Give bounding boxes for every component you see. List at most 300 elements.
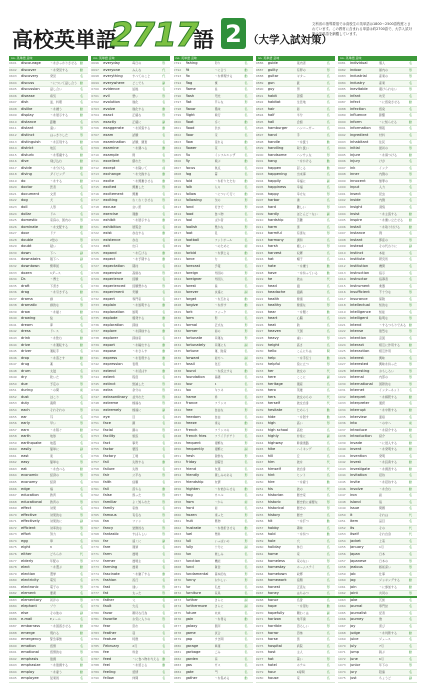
english-word: head	[267, 283, 277, 288]
part-of-speech: 動	[326, 263, 330, 268]
english-word: guilty	[267, 67, 278, 72]
part-of-speech: 動	[409, 407, 413, 412]
english-word: flame	[185, 87, 196, 92]
part-of-speech: 名	[162, 610, 166, 615]
word-number: 0702	[91, 100, 99, 105]
word-number: 0881	[173, 650, 182, 655]
english-word: flag	[185, 80, 193, 85]
english-word: hot	[267, 656, 274, 661]
word-number: 0935	[255, 381, 264, 386]
japanese-meaning: 果物	[214, 519, 221, 524]
japanese-meaning: 恐怖	[296, 630, 303, 635]
word-number: 0646	[9, 355, 17, 360]
japanese-meaning: 2月	[132, 643, 138, 648]
word-number: 1075	[338, 676, 346, 681]
part-of-speech: 形	[80, 407, 84, 412]
english-word: honey	[267, 591, 279, 596]
japanese-meaning: 外国人	[214, 277, 224, 282]
part-of-speech: 代	[326, 394, 330, 399]
part-of-speech: 前	[409, 421, 413, 426]
japanese-meaning: 〜を展示する	[50, 113, 69, 118]
japanese-meaning: 風味	[214, 106, 221, 111]
part-of-speech: 動	[409, 152, 413, 157]
word-number: 1031	[338, 388, 346, 393]
part-of-speech: 動	[162, 486, 166, 491]
japanese-meaning: 厳しい	[296, 244, 306, 249]
english-word: insight	[350, 205, 363, 210]
japanese-meaning: 1ダース	[50, 270, 61, 275]
part-of-speech: 動	[162, 355, 166, 360]
part-of-speech: 動	[244, 191, 248, 196]
word-number: 0616	[9, 159, 17, 164]
word-number: 0744	[91, 375, 99, 380]
english-word: height	[267, 342, 280, 347]
english-word: hate	[267, 263, 276, 268]
english-word: jealous	[350, 565, 363, 570]
part-of-speech: 名	[326, 512, 330, 517]
part-of-speech: 名	[326, 198, 330, 203]
part-of-speech: 名	[162, 643, 166, 648]
part-of-speech: 形	[409, 290, 413, 295]
japanese-meaning: さらに	[214, 597, 224, 602]
english-word: forgive	[185, 303, 198, 308]
part-of-speech: 副	[326, 375, 330, 380]
part-of-speech: 名	[244, 388, 248, 393]
part-of-speech: 代	[326, 486, 330, 491]
part-of-speech: 動	[326, 270, 330, 275]
english-word: her	[267, 368, 274, 373]
english-word: inner	[350, 172, 360, 177]
part-of-speech: 形	[80, 237, 84, 242]
japanese-meaning: 要素	[50, 591, 57, 596]
english-word: insist	[350, 211, 360, 216]
part-of-speech: 名	[80, 571, 84, 576]
part-of-speech: 名	[80, 591, 84, 596]
part-of-speech: 形	[162, 617, 166, 622]
word-number: 0686	[9, 617, 17, 622]
english-word: hour	[267, 669, 276, 674]
english-word: facial	[103, 427, 113, 432]
word-number: 0933	[255, 368, 264, 373]
part-of-speech: 動	[326, 604, 330, 609]
english-word: happy	[267, 191, 279, 196]
english-word: institution	[350, 263, 369, 268]
japanese-meaning: 〜の中へ	[379, 421, 392, 426]
english-word: everywhere	[103, 80, 125, 85]
part-of-speech: 名	[409, 388, 413, 393]
word-number: 0789	[91, 669, 99, 674]
japanese-meaning: 穴	[296, 538, 300, 543]
japanese-meaning: 彼女自身	[296, 401, 309, 406]
english-word: distinguish	[21, 139, 41, 144]
word-number: 1073	[338, 663, 346, 668]
word-number: 0628	[9, 237, 17, 242]
word-number: 0894	[255, 113, 264, 118]
english-word: failure	[103, 466, 115, 471]
word-number: 0976	[255, 650, 264, 655]
word-number: 0647	[9, 362, 17, 367]
word-number: 0950	[255, 480, 264, 484]
part-of-speech: 名	[409, 159, 413, 164]
part-of-speech: 名	[326, 126, 330, 131]
english-word: hand	[267, 133, 277, 138]
japanese-meaning: 霧	[214, 172, 218, 177]
japanese-meaning: 顔	[132, 421, 136, 426]
part-of-speech: 名	[80, 93, 84, 98]
word-number: 0650	[9, 381, 17, 386]
japanese-meaning: 運動	[132, 211, 139, 216]
japanese-meaning: 予定の	[50, 381, 60, 386]
part-of-speech: 動	[409, 466, 413, 471]
japanese-meaning: 病気	[50, 93, 57, 98]
part-of-speech: 動	[409, 460, 413, 465]
english-word: force	[185, 257, 195, 262]
word-number: 0741	[91, 355, 99, 360]
title-number: 2717	[110, 15, 198, 54]
japanese-meaning: インフルエンザ	[214, 152, 236, 157]
japanese-meaning: 家族	[132, 506, 139, 511]
part-of-speech: 副	[244, 545, 248, 550]
part-of-speech: 形	[409, 591, 413, 596]
word-number: 0660	[9, 447, 17, 452]
english-word: hall	[267, 119, 275, 124]
part-of-speech: 名	[244, 669, 248, 674]
word-number: 0941	[255, 421, 264, 426]
word-number: 0853	[173, 466, 182, 471]
word-number: 0752	[91, 427, 99, 432]
part-of-speech: 名	[80, 185, 84, 190]
english-word: dust	[21, 394, 29, 399]
word-number: 0756	[91, 453, 99, 458]
english-word: gap	[185, 637, 193, 642]
english-word: discourage	[21, 61, 41, 65]
english-word: farm	[103, 552, 112, 557]
japanese-meaning: 森	[214, 283, 218, 288]
part-of-speech: 名	[80, 538, 84, 543]
part-of-speech: 動	[244, 525, 248, 530]
word-number: 0912	[255, 231, 264, 236]
part-of-speech: 形	[326, 205, 330, 210]
english-word: easily	[21, 447, 32, 452]
part-of-speech: 名	[244, 172, 248, 177]
part-of-speech: 形	[244, 453, 248, 458]
english-word: hole	[267, 538, 276, 543]
part-of-speech: 名	[326, 119, 330, 124]
word-number: 0852	[173, 460, 182, 465]
japanese-meaning: 天国	[296, 329, 303, 334]
word-number: 0858	[173, 499, 182, 504]
part-of-speech: 名	[244, 87, 248, 92]
word-number: 0606	[9, 93, 17, 98]
part-of-speech: 名	[244, 218, 248, 223]
english-word: interpret	[350, 394, 366, 399]
english-word: insect	[350, 191, 361, 196]
english-word: happiness	[267, 185, 287, 190]
part-of-speech: 形	[409, 146, 413, 151]
english-word: interest	[350, 355, 364, 360]
word-number: 0662	[9, 460, 17, 465]
part-of-speech: 動	[409, 630, 413, 635]
part-of-speech: 名	[244, 146, 248, 151]
part-of-speech: 名	[244, 493, 248, 498]
part-of-speech: 名	[80, 146, 84, 151]
word-number: 0720	[91, 218, 99, 223]
part-of-speech: 動	[409, 480, 413, 484]
english-word: downtown	[21, 263, 40, 268]
english-word: high	[267, 421, 276, 426]
english-word: eye	[103, 414, 110, 419]
part-of-speech: 動	[162, 257, 166, 262]
part-of-speech: 形	[409, 368, 413, 373]
japanese-meaning: 4	[214, 381, 217, 386]
japanese-meaning: 平らな	[214, 100, 224, 105]
english-word: except	[103, 165, 116, 170]
word-number: 1003	[338, 205, 346, 210]
word-number: 0971	[255, 617, 264, 622]
english-word: front	[185, 506, 195, 511]
word-number: 0700	[91, 87, 99, 92]
english-word: ingredient	[350, 133, 369, 138]
word-number: 1041	[338, 453, 346, 458]
word-number: 1014	[338, 277, 346, 282]
part-of-speech: 名	[409, 669, 413, 674]
japanese-meaning: 経済の	[50, 473, 60, 478]
english-word: divide	[21, 165, 32, 170]
english-word: information	[350, 126, 371, 131]
english-word: into	[350, 421, 357, 426]
japanese-meaning: 家具	[214, 591, 221, 596]
word-number: 0712	[91, 165, 99, 170]
word-number: 0875	[173, 610, 182, 615]
japanese-meaning: 凍る	[214, 421, 221, 426]
japanese-meaning: 〜を隠す	[296, 414, 309, 419]
word-number: 0643	[9, 335, 17, 340]
english-word: fix	[185, 74, 190, 79]
japanese-meaning: 調和	[296, 237, 303, 242]
japanese-meaning: Eメール	[50, 617, 61, 622]
word-number: 0808	[173, 172, 182, 177]
word-number: 1056	[338, 552, 346, 557]
japanese-meaning: 〜を解釈する	[379, 394, 398, 399]
part-of-speech: 名	[326, 61, 330, 65]
japanese-meaning: 緊急事態	[50, 637, 63, 642]
english-word: high school	[267, 427, 289, 432]
japanese-meaning: 指導者	[379, 277, 389, 282]
english-word: heaven	[267, 329, 282, 334]
sheet-header	[0, 0, 425, 56]
word-number: 0765	[91, 512, 99, 517]
word-number: 0951	[255, 486, 264, 491]
english-word: fur	[185, 584, 191, 589]
part-of-speech: 名	[244, 316, 248, 321]
english-word: it	[350, 512, 353, 517]
part-of-speech: 名	[409, 133, 413, 138]
part-of-speech: 動	[80, 355, 84, 360]
part-of-speech: 形	[244, 270, 248, 275]
japanese-meaning: 誤った	[132, 493, 142, 498]
japanese-meaning: 薬	[50, 362, 54, 367]
word-number: 0873	[173, 597, 182, 602]
japanese-meaning: 頻繁な	[214, 440, 224, 445]
japanese-meaning: それ自身	[379, 532, 392, 537]
word-number: 0831	[173, 322, 182, 327]
part-of-speech: 動	[80, 80, 84, 85]
part-of-speech: 動	[326, 139, 330, 144]
japanese-meaning: 凍った	[214, 512, 224, 517]
part-of-speech: 名	[244, 434, 248, 439]
part-of-speech: 名	[326, 669, 330, 674]
english-word: instead	[350, 244, 364, 249]
word-number: 0983	[338, 74, 346, 79]
word-number: 0835	[173, 349, 182, 354]
english-word: free	[185, 407, 193, 412]
english-word: flash	[185, 93, 195, 98]
english-word: element	[21, 591, 36, 596]
japanese-meaning: 枠	[214, 394, 218, 399]
english-word: herself	[267, 401, 281, 406]
english-word: down	[21, 250, 31, 255]
japanese-meaning: 通訳	[379, 401, 386, 406]
word-number: 0641	[9, 322, 17, 327]
english-word: function	[185, 558, 201, 563]
english-word: fast	[103, 584, 110, 589]
english-word: influence	[350, 113, 367, 118]
word-number: 0611	[9, 126, 17, 131]
english-word: drop	[21, 355, 30, 360]
part-of-speech: 動	[162, 231, 166, 236]
english-word: from	[185, 499, 194, 504]
part-of-speech: 名	[326, 322, 330, 327]
english-word: injury	[350, 159, 361, 164]
english-word: jury	[350, 669, 357, 674]
word-number: 0698	[91, 74, 99, 79]
japanese-meaning: 〜を輸出する	[132, 342, 151, 347]
english-word: judge	[350, 630, 361, 635]
english-word: frozen	[185, 512, 197, 517]
japanese-meaning: 入力	[379, 185, 386, 190]
word-number: 0871	[173, 584, 182, 589]
japanese-meaning: 話し合い	[50, 87, 63, 92]
word-number: 0605	[9, 87, 17, 92]
english-word: dream	[21, 322, 33, 327]
part-of-speech: 形	[162, 532, 166, 537]
english-word: effectively	[21, 519, 40, 524]
japanese-meaning: 例	[132, 152, 136, 157]
word-number: 1043	[338, 466, 346, 471]
part-of-speech: 名	[409, 506, 413, 511]
part-of-speech: 名	[244, 558, 248, 563]
english-word: extremely	[103, 407, 122, 412]
japanese-meaning: 心臓	[296, 316, 303, 321]
english-word: favor	[103, 610, 113, 615]
word-number: 0843	[173, 401, 182, 406]
word-number: 0654	[9, 407, 17, 412]
japanese-meaning: 目	[132, 414, 136, 419]
english-word: install	[350, 224, 361, 229]
japanese-meaning: 出来事	[296, 172, 306, 177]
part-of-speech: 形	[244, 198, 248, 203]
part-of-speech: 名	[80, 486, 84, 491]
part-of-speech: 動	[409, 119, 413, 124]
japanese-meaning: 〜を打つ	[296, 519, 309, 524]
part-of-speech: 名	[80, 362, 84, 367]
english-word: drug	[21, 362, 30, 367]
part-of-speech: 形	[244, 571, 248, 576]
english-word: invitation	[350, 473, 367, 478]
part-of-speech: 名	[326, 80, 330, 85]
japanese-meaning: 日本の	[379, 558, 389, 563]
part-of-speech: 形	[244, 335, 248, 340]
japanese-meaning: 〜を怖がらせる	[214, 486, 236, 491]
word-number: 0695	[9, 676, 17, 681]
english-word: document	[21, 191, 40, 196]
part-of-speech: 動	[80, 342, 84, 347]
word-number: 1027	[338, 362, 346, 367]
word-number: 0968	[255, 597, 264, 602]
word-number: 0965	[255, 578, 264, 583]
part-of-speech: 動	[326, 165, 330, 170]
part-of-speech: 動	[409, 447, 413, 452]
part-of-speech: 名	[162, 519, 166, 524]
japanese-meaning: 施設	[132, 434, 139, 439]
english-word: Dr.	[21, 277, 27, 282]
english-word: forest	[185, 283, 196, 288]
japanese-meaning: 〜を禁じる	[214, 250, 230, 255]
japanese-meaning: ここに	[296, 375, 306, 380]
english-word: hospital	[267, 643, 282, 648]
english-word: historic	[267, 499, 281, 504]
japanese-meaning: ガス	[214, 663, 221, 668]
word-number: 0666	[9, 486, 17, 491]
part-of-speech: 形	[80, 512, 84, 517]
word-number: 0998	[338, 172, 346, 177]
word-number: 0952	[255, 493, 264, 498]
english-word: four	[185, 381, 193, 386]
word-number: 0945	[255, 447, 264, 452]
english-word: instinct	[350, 250, 364, 255]
japanese-meaning: 専門誌	[379, 604, 389, 609]
english-word: eat	[21, 466, 27, 471]
english-word: hard	[267, 205, 276, 210]
word-number: 0674	[9, 538, 17, 543]
part-of-speech: 名	[80, 87, 84, 92]
word-number: 0909	[255, 211, 264, 216]
word-number: 0617	[9, 165, 17, 170]
japanese-meaning: 自由な	[214, 407, 224, 412]
japanese-meaning: 農場主	[132, 558, 142, 563]
word-number: 0969	[255, 604, 264, 609]
english-word: earn	[21, 427, 30, 432]
part-of-speech: 名	[80, 643, 84, 648]
word-number: 0902	[255, 165, 264, 170]
word-number: 1002	[338, 198, 346, 203]
word-number: 0936	[255, 388, 264, 393]
english-word: export	[103, 342, 115, 347]
japanese-meaning: 遠くに	[132, 538, 142, 543]
japanese-meaning: 事実	[132, 440, 139, 445]
part-of-speech: 名	[409, 309, 413, 314]
english-word: discover	[21, 67, 37, 72]
part-of-speech: 動	[162, 656, 166, 661]
part-of-speech: 名	[162, 133, 166, 138]
japanese-meaning: 存在する	[132, 231, 145, 236]
part-of-speech: 名	[80, 119, 84, 124]
part-of-speech: 名	[409, 165, 413, 170]
english-word: far	[103, 538, 109, 543]
word-number: 0906	[255, 191, 264, 196]
part-of-speech: 名	[409, 263, 413, 268]
english-word: fond	[185, 205, 194, 210]
